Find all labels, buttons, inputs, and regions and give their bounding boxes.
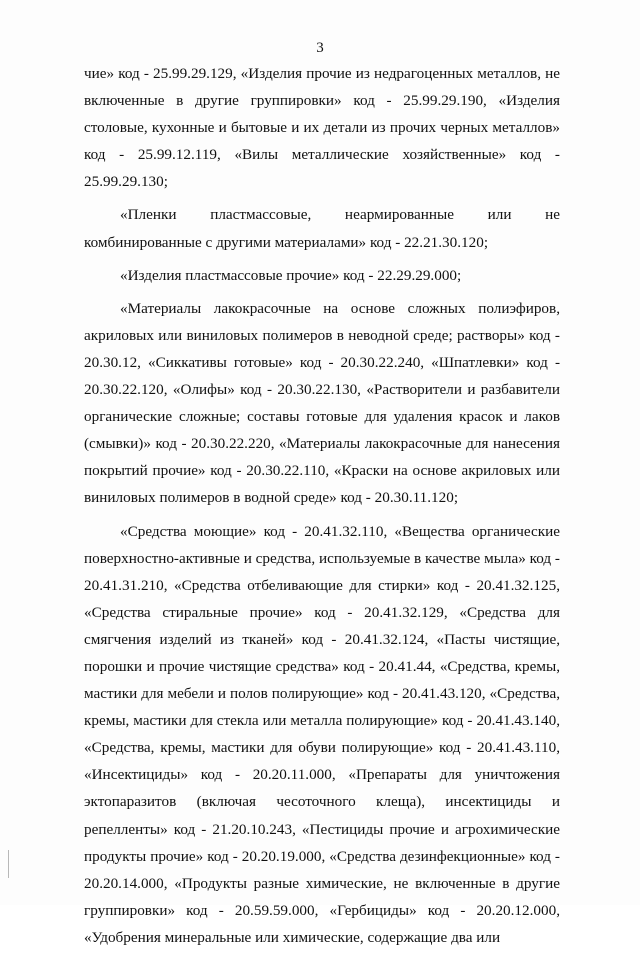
document-body <box>84 60 560 957</box>
scan-margin-line <box>8 850 9 878</box>
paragraph-5: «Средства моющие» код - 20.41.32.110, «Вещества органические поверхностно-активные и средства, используемые в качестве мыла» код - 20.41.31.210, «Средства отбеливающие для стирки» код - 20.41.32.125, «Средства стиральные прочие» код - 20.41.32.129, «Средства для смягчения изделий из тканей» код - 20.41.32.124, «Пасты чистящие, порошки и прочие чистящие средства» код - 20.41.44, «Средства, кремы, мастики для мебели и полов полирующие» код - 20.41.43.120, «Средства, кремы, мастики для стекла или металла полирующие» код - 20.41.43.140, «Средства, кремы, мастики для обуви полирующие» код - 20.41.43.110, «Инсектициды» код - 20.20.11.000, «Препараты для уничтожения эктопаразитов (включая чесоточного клеща), инсектициды и репелленты» код - 21.20.10.243, «Пестициды прочие и агрохимические продукты прочие» код - 20.20.19.000, «Средства дезинфекционные» код - 20.20.14.000, «Продукты разные химические, не включенные в другие группировки» код - 20.59.59.000, «Гербициды» код - 20.20.12.000, «Удобрения минеральные или химические, содержащие два или <box>84 522 560 946</box>
paragraph-4: «Материалы лакокрасочные на основе сложных полиэфиров, акриловых или виниловых полимеров в неводной среде; растворы» код - 20.30.12, «Сиккативы готовые» код - 20.30.22.240, «Шпатлевки» код - 20.30.22.120, «Олифы» код - 20.30.22.130, «Растворители и разбавители органические сложные; составы готовые для удаления красок и лаков (смывки)» код - 20.30.22.220, «Материалы лакокрасочные для нанесения покрытий прочие» код - 20.30.22.110, «Краски на основе акриловых или виниловых полимеров в водной среде» код - 20.30.11.120; <box>84 299 560 507</box>
page-number: 3 <box>316 40 324 56</box>
paragraph-3: «Изделия пластмассовые прочие» код - 22.29.29.000; <box>120 266 462 284</box>
paragraph-1: чие» код - 25.99.29.129, «Изделия прочие из недрагоценных металлов, не включенные в другие группировки» код - 25.99.29.190, «Изделия столовые, кухонные и бытовые и их детали из прочих черных металлов» код - 25.99.12.119, «Вилы металлические хозяйственные» код - 25.99.29.130; <box>84 65 560 191</box>
paragraph-2: «Пленки пластмассовые, неармированные или не комбинированные с другими материалами» код - 22.21.30.120; <box>84 206 560 251</box>
